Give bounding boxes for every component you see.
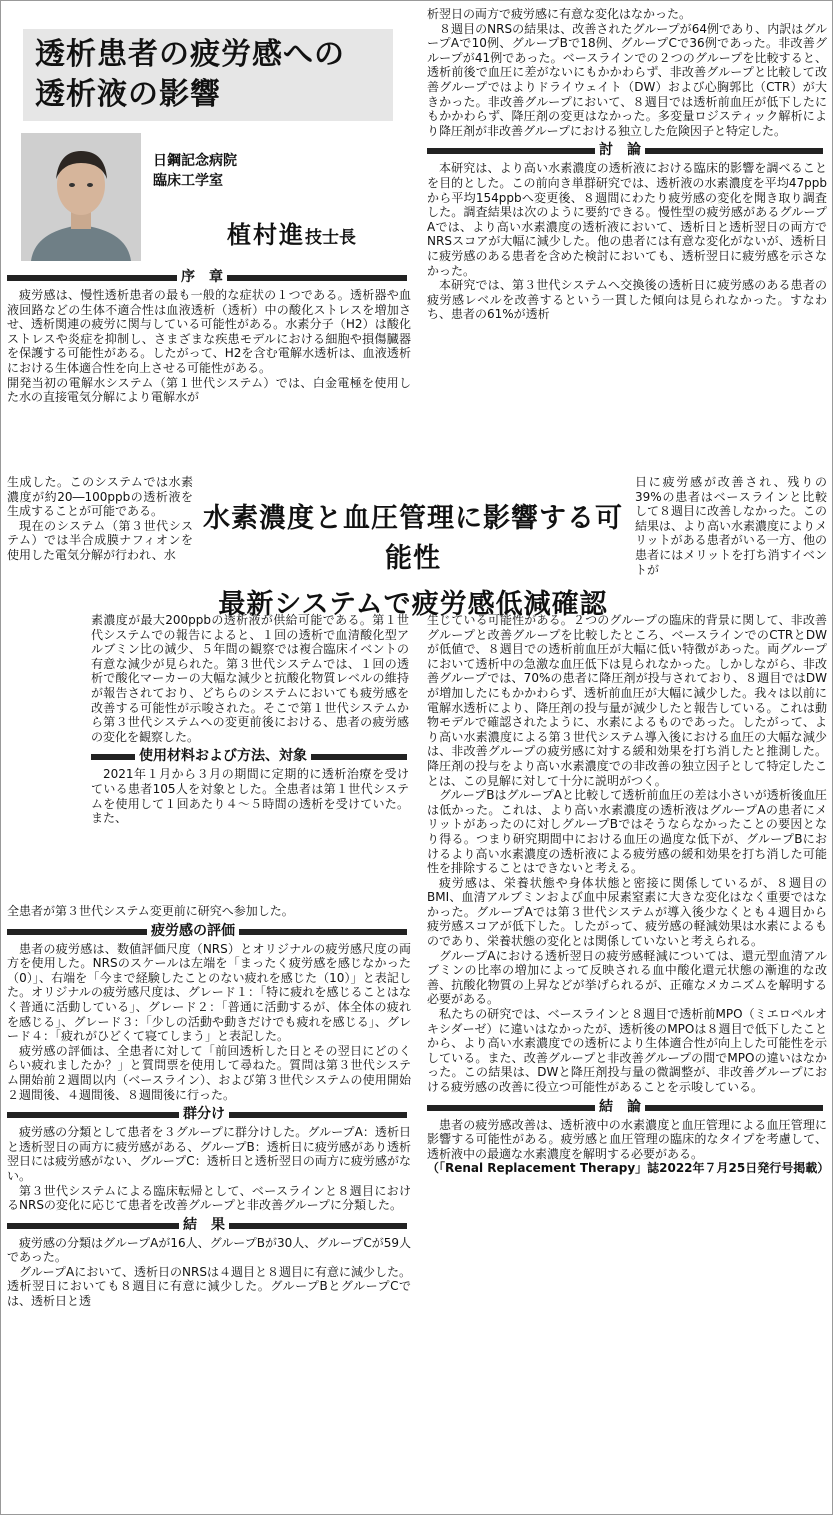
section-label: 結 論 — [595, 1098, 645, 1116]
conclusion-paragraph-1: 患者の疲労感改善は、透析液中の水素濃度と血圧管理による血圧管理に影響する可能性がある。疲労感と血圧管理の臨床的なタイプを考慮して、透析液中の最適な水素濃度を解明する必要がある。 — [427, 1117, 827, 1161]
discussion-paragraph-2b: 日に疲労感が改善され、残りの39%の患者はベースラインと比較して８週目に改善しなかった。この結果は、より高い水素濃度によりメリットがある患者がいる一方、他の患者にはメリットを打ち消すイベントが — [635, 475, 828, 577]
headline-line-2: 最新システムで疲労感低減確認 — [218, 589, 608, 620]
results-continued: 析翌日の両方で疲労感に有意な変化はなかった。 — [427, 7, 692, 21]
section-heading-discussion — [427, 141, 827, 159]
section-heading-methods — [91, 747, 409, 765]
section-label: 討 論 — [595, 141, 645, 159]
title-box — [23, 29, 393, 121]
affiliation-hospital: 日鋼記念病院 — [153, 153, 237, 169]
intro-paragraph-2b: 生成した。このシステムでは水素濃度が約20―100ppbの透析液を生成することが可能である。 — [7, 475, 193, 519]
left-column-bottom — [7, 904, 411, 1309]
evaluation-paragraph-2: 疲労感の評価は、全患者に対して「前回透析した日とその翌日にどのくらい疲れましたか？」と質問票を使用して尋ねた。質問は第３世代システム開始前２週間以内（ベースライン）、および第３世代システムの使用開始２週間後、４週間後、８週間後に行った。 — [7, 1043, 411, 1102]
source-citation: （「Renal Replacement Therapy」誌2022年７月25日発行号掲載） — [427, 1161, 830, 1176]
section-label: 序 章 — [177, 268, 227, 286]
author-title: 技士長 — [305, 228, 356, 248]
title-line-1: 透析患者の疲労感への — [35, 37, 345, 72]
section-label: 使用材料および方法、対象 — [135, 747, 311, 765]
grouping-paragraph-1: 疲労感の分類として患者を３グループに群分けした。グループA：透析日と透析翌日の両方に疲労感がある、グループB：透析日に疲労感があり透析翌日には疲労感がない、グループC：透析日と透析翌日の両方に疲労感がない。 — [7, 1125, 411, 1183]
discussion-paragraph-5: グループAにおける透析翌日の疲労感軽減については、還元型血清アルブミンの比率の増加によって反映される血中酸化還元状態の漸進的な改善、抗酸化物質の上昇などが挙げられるが、正確なメカニズムを解明する必要がある。 — [427, 948, 827, 1007]
intro-paragraph-2a: 開発当初の電解水システム（第１世代システム）では、白金電極を使用した水の直接電気分解により電解水が — [7, 375, 411, 405]
section-heading-results — [7, 1216, 411, 1234]
right-column-bottom — [427, 613, 830, 1176]
section-heading-conclusion — [427, 1098, 827, 1116]
title-line-2: 透析液の影響 — [35, 77, 221, 112]
intro-paragraph-3a: 現在のシステム（第３世代システム）では半合成膜ナフィオンを使用した電気分解が行われ、水 — [7, 518, 193, 562]
results-paragraph-3: ８週目のNRSの結果は、改善されたグループが64例であり、内訳はグループAで10例、グループBで18例、グループCで36例であった。非改善グループが41例であった。ベースラインでの２つのグループを比較すると、透析前後で血圧に差がないにもかかわらず、非改善グループと比較して改善グループではよりドライウェイト（DW）および心胸郭比（CTR）が大きかった。非改善グループにおいて、８週目では透析前血圧が低下したにもかかわらず、降圧剤の変更はなかった。多変量ロジスティック解析により降圧剤が非改善グループにおける独立した危険因子と特定した。 — [427, 21, 827, 138]
section-heading-grouping — [7, 1105, 411, 1123]
author-photo — [21, 133, 141, 261]
headline — [197, 491, 629, 620]
right-column-narrow — [635, 475, 827, 577]
evaluation-paragraph-1: 患者の疲労感は、数値評価尺度（NRS）とオリジナルの疲労感尺度の両方を使用した。NRSのスケールは左端を「まったく疲労感を感じなかった（0）」、右端を「今まで経験したことのない疲れを感じた（10）」と表記した。オリジナルの疲労感尺度は、グレード１：「特に疲れを感じることはなく普通に活動している」、グレード２：「普通に活動するが、体全体の疲れを感じる」、グレード３：「少しの活動や動きだけでも疲れを感じる」、グレード４：「疲れがひどくて寝てしまう」と表記した。 — [7, 941, 411, 1044]
intro-paragraph-3b: 素濃度が最大200ppbの透析液が供給可能である。第１世代システムでの報告によると、１回の透析で血清酸化型アルブミン比の減少、５年間の観察では複合臨床イベントの有意な減少が見られた。第３世代システムでは、１回の透析で酸化マーカーの大幅な減少と抗酸化物質レベルの維持が報告されており、どちらのシステムにおいても疲労感を改善する可能性が示唆された。そこで第１世代システムから第３世代システムへの変更前後における、患者の疲労感の変化を観察した。 — [91, 613, 409, 744]
section-heading-intro — [7, 268, 411, 286]
intro-paragraph-1: 疲労感は、慢性透析患者の最も一般的な症状の１つである。透析器や血液回路などの生体不適合性は血液透析（透析）中の酸化ストレスを増加させ、透析関連の疲労に関与している可能性がある。水素分子（H2）は酸化ストレスや炎症を抑制し、さまざまな疾患モデルにおける細胞や損傷臓器を保護する可能性がある。したがって、H2を含む電解水透析は、血液透析における生体適合性を向上させる可能性がある。 — [7, 288, 411, 375]
headline-line-1: 水素濃度と血圧管理に影響する可能性 — [203, 503, 623, 574]
author-name: 植村進 — [227, 221, 305, 249]
left-column-narrow — [7, 475, 193, 563]
methods-paragraph-1b: 全患者が第３世代システム変更前に研究へ参加した。 — [7, 904, 294, 918]
right-column-top — [427, 7, 827, 322]
grouping-paragraph-2: 第３世代システムによる臨床転帰として、ベースラインと８週目におけるNRSの変化に応じて患者を改善グループと非改善グループに分類した。 — [7, 1183, 411, 1213]
methods-paragraph-1a: 2021年１月から３月の期間に定期的に透析治療を受けている患者105人を対象とした。全患者は第１世代システムを使用して１回あたり４～５時間の透析を受けていた。また、 — [91, 767, 409, 826]
affiliation — [153, 151, 237, 191]
left-column-top — [7, 265, 411, 405]
article-title — [35, 35, 345, 115]
affiliation-dept: 臨床工学室 — [153, 173, 223, 189]
results-paragraph-1: 疲労感の分類はグループAが16人、グループBが30人、グループCが59人であった。 — [7, 1235, 411, 1265]
section-label: 結 果 — [179, 1216, 229, 1234]
section-label: 群分け — [179, 1105, 229, 1123]
author-portrait-icon — [21, 133, 141, 261]
discussion-paragraph-2c: 生じている可能性がある。２つのグループの臨床的背景に関して、非改善グループと改善グループを比較したところ、ベースラインでのCTRとDWが低値で、８週目での透析前血圧が大幅に低い特徴があった。両グループにおいて透析中の急激な血圧低下は見られなかった。しかしながら、非改善グループでは、70%の患者に降圧剤が投与されており、８週目ではDWが増加したにもかかわらず、透析前血圧が大幅に減少した。我々は以前に電解水透析により、降圧剤の投与量が減少したと報告している。これは動物モデルで確認されたように、水素によるものであった。したがって、より高い水素濃度による第３世代システム導入後における血圧の大幅な減少は、非改善グループの疲労感に対する緩和効果を打ち消したと推測した。降圧剤の投与をより高い水素濃度での非改善の独立因子として特定したことは、この見解に対して十分に説明がつく。 — [427, 613, 827, 788]
section-heading-evaluation — [7, 922, 411, 940]
discussion-paragraph-3: グループBはグループAと比較して透析前血圧の差は小さいが透析後血圧は低かった。これは、より高い水素濃度の透析液はグループAの患者にメリットがあったのに対しグループBではそうならなかったことの要因となり得る。つまり研究期間中における血圧の過度な低下が、グループBにおけるより高い水素濃度の透析液による疲労感の緩和効果を打ち消した可能性を排除することはできないと考える。 — [427, 788, 827, 876]
discussion-paragraph-2a: 本研究では、第３世代システムへ交換後の透析日に疲労感のある患者の疲労感レベルを改善するという一貫した傾向は見られなかった。すなわち、患者の61%が透析 — [427, 278, 827, 322]
discussion-paragraph-1: 本研究は、より高い水素濃度の透析液における臨床的影響を調べることを目的とした。この前向き単群研究では、透析液の水素濃度を平均47ppbから平均154ppbへ変更後、８週間にわたり疲労感の変化を聞き取り調査した。調査結果は次のように要約できる。慢性型の疲労感があるグループAでは、より高い水素濃度の透析液において、透析日と透析翌日の両方でNRSスコアが大幅に減少した。他の患者には有意な変化がないが、透析日に疲労感のある患者を含めた検討においても、透析翌日に疲労感を示さなかった。 — [427, 161, 827, 278]
discussion-paragraph-4: 疲労感は、栄養状態や身体状態と密接に関係しているが、８週目のBMI、血清アルブミンおよび血中尿素窒素に大きな変化はなく重要ではなかった。グループAでは第３世代システムが導入後少なくとも４週目から疲労感スコアが低下した。したがって、疲労感の軽減効果は水素によるものであり、栄養状態の変化とは関係していないと考えられる。 — [427, 875, 827, 949]
results-paragraph-2: グループAにおいて、透析日のNRSは４週目と８週目に有意に減少した。透析翌日においても８週目に有意に減少した。グループBとグループCでは、透析日と透 — [7, 1264, 411, 1309]
discussion-paragraph-6: 私たちの研究では、ベースラインと８週目で透析前MPO（ミエロペルオキシダーゼ）に違いはなかったが、透析後のMPOは８週目で低下したことから、より高い水素濃度での透析により生体適合性が向上した可能性を示している。また、改善グループと非改善グループの間でMPOの違いはなかった。この結果は、DWと降圧剤投与量の微調整が、非改善グループにおける疲労感の改善に役立つ可能性があることを示唆している。 — [427, 1007, 827, 1094]
author — [227, 215, 356, 250]
left-column-indented — [91, 613, 409, 826]
section-label: 疲労感の評価 — [147, 922, 239, 940]
